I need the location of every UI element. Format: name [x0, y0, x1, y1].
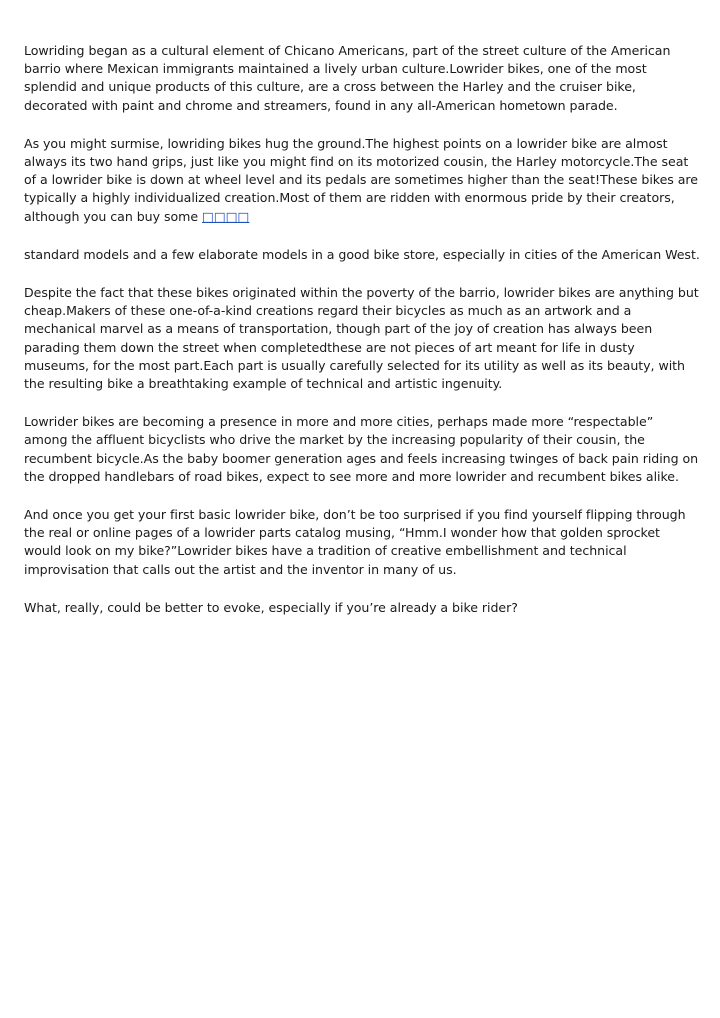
paragraph-lowriding-bikes-text: As you might surmise, lowriding bikes hug the ground.The highest points on a lowrider bike are almost always its two hand grips, just like you might find on its motorized cousin, the Harley motorcycle.The seat of a lowrider bike is down at wheel level and its pedals are sometimes higher than the seat!These bikes are typically a highly individualized creation.Most of them are ridden with enormous pride by their creators, although you can buy some: [24, 135, 698, 224]
paragraph-closing-question: What, really, could be better to evoke, especially if you’re already a bike rider?: [24, 599, 518, 615]
paragraph-standard-models: standard models and a few elaborate models in a good bike store, especially in cities of the American West.: [24, 246, 700, 262]
paragraph-lowriding-origins: Lowriding began as a cultural element of Chicano Americans, part of the street culture of the American barrio where Mexican immigrants maintained a lively urban culture.Lowrider bikes, one of the most splendid and unique products of this culture, are a cross between the Harley and the cruiser bike, decorated with paint and chrome and streamers, found in any all-American hometown parade.: [24, 43, 671, 113]
paragraph-lowriding-bikes: [24, 135, 700, 226]
paragraph-popularity: Lowrider bikes are becoming a presence in more and more cities, perhaps made more “respectable” among the affluent bicyclists who drive the market by the increasing popularity of their cousin, the recumbent bicycle.As the baby boomer generation ages and feels increasing twinges of back pain riding on the dropped handlebars of road bikes, expect to see more and more lowrider and recumbent bikes alike.: [24, 414, 699, 484]
inline-link[interactable]: □□□□: [202, 208, 250, 224]
paragraph-barrio-poverty: Despite the fact that these bikes originated within the poverty of the barrio, lowrider bikes are anything but cheap.Makers of these one-of-a-kind creations regard their bicycles as much as an artwork and a mechanical marvel as a means of transportation, though part of the joy of creation has always been parading them down the street when completedthese are not pieces of art meant for life in dusty museums, for the most part.Each part is usually carefully selected for its utility as well as its beauty, with the resulting bike a breathtaking example of technical and artistic ingenuity.: [24, 285, 699, 392]
document-body: [24, 42, 700, 637]
paragraph-parts-catalog: And once you get your first basic lowrider bike, don’t be too surprised if you find yourself flipping through the real or online pages of a lowrider parts catalog musing, “Hmm.I wonder how that golden sprocket would look on my bike?”Lowrider bikes have a tradition of creative embellishment and technical improvisation that calls out the artist and the inventor in many of us.: [24, 507, 686, 577]
